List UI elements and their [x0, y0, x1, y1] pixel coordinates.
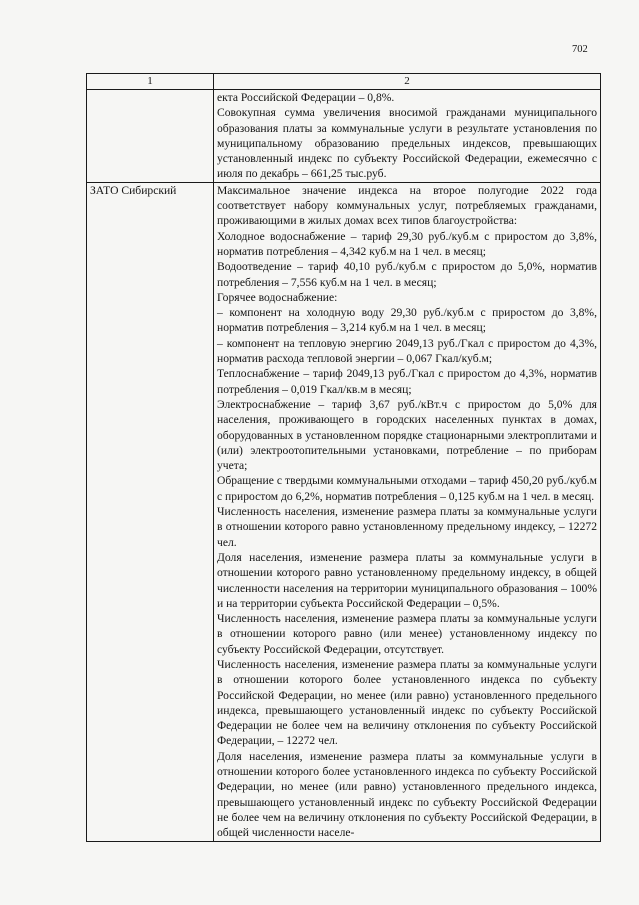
column-header-2: 2 — [214, 74, 601, 90]
paragraph: екта Российской Федерации – 0,8%. — [217, 91, 395, 104]
page-number: 702 — [572, 44, 588, 55]
paragraph: Совокупная сумма увеличения вносимой гражданами муниципального образования платы за коммунальные услуги в результате установления по муниципальному образованию предельных индексов, превышающих установленный индекс по субъекту Российской Федерации, ежемесячно с июля по декабрь – 661,25 тыс.руб. — [217, 106, 597, 181]
paragraph: – компонент на тепловую энергию 2049,13 руб./Гкал с приростом до 4,3%, норматив расхода тепловой энергии – 0,067 Гкал/куб.м; — [217, 336, 597, 366]
paragraph: – компонент на холодную воду 29,30 руб./куб.м с приростом до 3,8%, норматив потребления – 3,214 куб.м на 1 чел. в месяц; — [217, 306, 597, 335]
document-table — [86, 73, 601, 842]
paragraph: Горячее водоснабжение: — [217, 290, 338, 304]
paragraph: Холодное водоснабжение – тариф 29,30 руб./куб.м с приростом до 3,8%, норматив потребления – 4,342 куб.м на 1 чел. в месяц; — [217, 229, 597, 258]
paragraph: Доля населения, изменение размера платы за коммунальные услуги в отношении которого более установленного индекса по субъекту Российской Федерации, но менее (или равно) установленного предельного индекса, превышающего установленный индекс по субъекту Российской Федерации не более чем на величину отклонения по субъекту Российской Федерации, в общей численности населе- — [217, 749, 597, 840]
paragraph: Теплоснабжение – тариф 2049,13 руб./Гкал с приростом до 4,3%, норматив потребления – 0,019 Гкал/кв.м в месяц; — [217, 367, 597, 396]
paragraph: Максимальное значение индекса на второе полугодие 2022 года соответствует набору коммунальных услуг, потребляемых гражданами, проживающими в жилых домах всех типов благоустройства: — [217, 183, 597, 228]
continuation-cell — [214, 90, 601, 183]
paragraph: Обращение с твердыми коммунальными отходами – тариф 450,20 руб./куб.м с приростом до 6,2%, норматив потребления – 0,125 куб.м на 1 чел. в месяц. — [217, 474, 597, 503]
region-content-cell — [214, 182, 601, 841]
region-cell-empty — [87, 90, 214, 183]
table-header-row — [87, 74, 601, 90]
paragraph: Доля населения, изменение размера платы за коммунальные услуги в отношении которого равно установленному предельному индексу, в общей численности населения на территории муниципального образования – 100% и на территории субъекта Российской Федерации – 0,5%. — [217, 550, 597, 610]
column-header-1: 1 — [87, 74, 214, 90]
paragraph: Численность населения, изменение размера платы за коммунальные услуги в отношении которого равно (или менее) установленному индексу по субъекту Российской Федерации, отсутствует. — [217, 612, 597, 656]
table-row — [87, 182, 601, 841]
paragraph: Электроснабжение – тариф 3,67 руб./кВт.ч с приростом до 5,0% для населения, проживающего в городских населенных пунктах в домах, оборудованных в установленном порядке стационарными электроплитами и (или) электроотопительными установками, потребление – по приборам учета; — [217, 397, 597, 473]
paragraph: Численность населения, изменение размера платы за коммунальные услуги в отношении которого равно установленному предельному индексу, – 12272 чел. — [217, 505, 597, 549]
paragraph: Численность населения, изменение размера платы за коммунальные услуги в отношении которого более установленного индекса по субъекту Российской Федерации, но менее (или равно) установленного предельного индекса, превышающего установленный индекс по субъекту Российской Федерации не более чем на величину отклонения по субъекту Российской Федерации, – 12272 чел. — [217, 657, 597, 748]
table-row — [87, 90, 601, 183]
region-name: ЗАТО Сибирский — [87, 182, 214, 841]
paragraph: Водоотведение – тариф 40,10 руб./куб.м с приростом до 5,0%, норматив потребления – 7,556 куб.м на 1 чел. в месяц; — [217, 260, 597, 289]
